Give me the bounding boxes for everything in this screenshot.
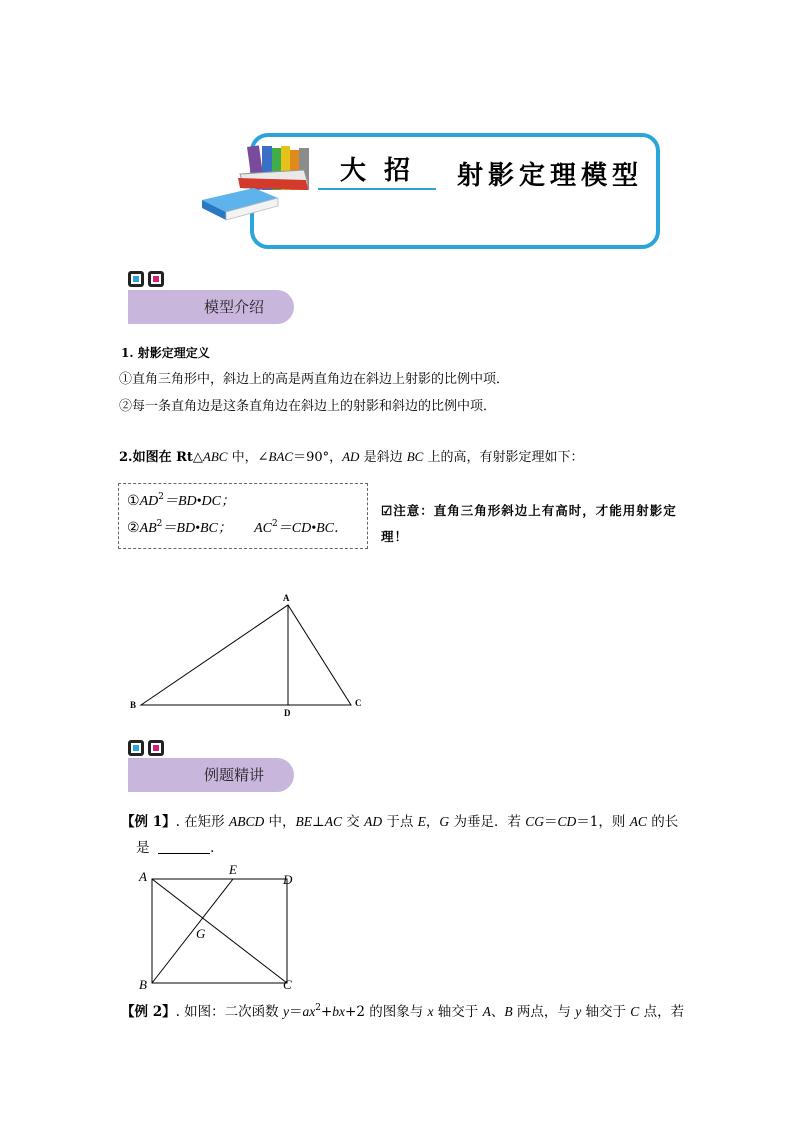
title-underline <box>318 188 436 190</box>
label-b: B <box>139 977 147 992</box>
banner-title-left: 大招 <box>340 156 429 186</box>
section-pill-label: 模型介绍 <box>204 298 265 316</box>
line-be <box>152 879 233 983</box>
formula-box <box>118 483 368 549</box>
label-d: D <box>283 872 293 887</box>
label-a: A <box>139 869 147 884</box>
triangle-figure <box>120 588 380 723</box>
formula-2: $②AB^2=BD•BC$； $AC^2=CD•BC$． <box>127 519 348 536</box>
example-1: 【例 1】. 在矩形 ABCD 中，BE⊥AC 交 AD 于点 E，G 为垂足．若 CG＝CD＝1，则 AC 的长 <box>121 814 679 830</box>
definition-heading: 1. 射影定理定义 <box>121 346 210 360</box>
definition-item-2: ②每一条直角边是这条直角边在斜边上的射影和斜边的比例中项． <box>119 399 497 414</box>
banner-title-right: 射影定理模型 <box>457 161 644 191</box>
example-1-line2: 是 ． <box>136 840 224 856</box>
label-a: A <box>283 593 290 603</box>
definition-item-1: ①直角三角形中，斜边上的高是两直角边在斜边上射影的比例中项． <box>119 372 510 387</box>
note <box>381 498 681 550</box>
formula-1: $①AD^2=BD•DC$； <box>127 492 235 509</box>
label-g: G <box>196 926 206 941</box>
label-d: D <box>284 708 291 718</box>
diagonal-ac <box>152 879 287 983</box>
answer-blank[interactable] <box>158 841 210 854</box>
theorem-intro: 2.如图在 Rt△ABC 中，∠BAC＝90°，AD 是斜边 BC 上的高，有射影定理如下： <box>119 449 584 465</box>
label-b: B <box>130 700 137 710</box>
section-pill-examples <box>128 758 294 792</box>
note-text: 注意：直角三角形斜边上有高时，才能用射影定理！ <box>381 503 677 544</box>
rectangle-figure <box>130 862 305 997</box>
section-pill-intro <box>128 290 294 324</box>
label-e: E <box>229 862 237 877</box>
books-icon <box>196 140 326 226</box>
section-pill-label: 例题精讲 <box>204 766 265 784</box>
triangle-abc <box>141 605 351 705</box>
checkbox-icon: ☑ <box>381 503 394 518</box>
label-c: C <box>283 977 292 992</box>
example-2: 【例 2】. 如图：二次函数 $y=ax^2+bx+2$ 的图象与 x 轴交于 A、B 两点，与 y 轴交于 C 点，若 <box>121 1003 685 1020</box>
label-c: C <box>355 698 362 708</box>
